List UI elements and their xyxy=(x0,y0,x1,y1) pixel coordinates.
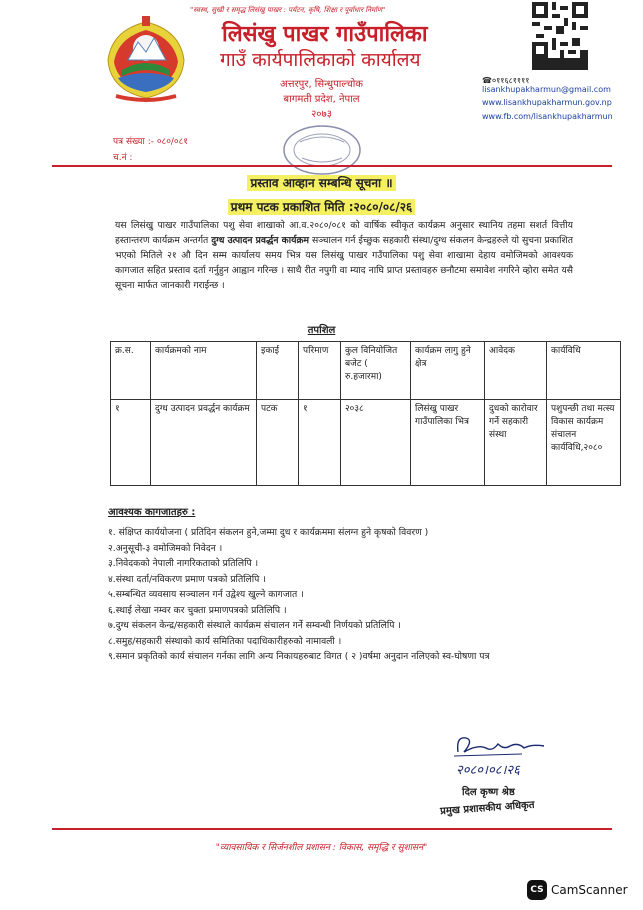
col-header-area: कार्यक्रम लागु हुने क्षेत्र xyxy=(411,342,485,400)
list-item: १. संक्षिप्त कार्ययोजना ( प्रतिदिन संकलन हुने,जम्मा दुध र कार्यक्रममा संलग्न हुने कृषको विवरण ) xyxy=(108,527,429,538)
cell-budget: २०३८ xyxy=(341,400,411,486)
cell-program: दुग्ध उत्पादन प्रवर्द्धन कार्यक्रम xyxy=(151,400,257,486)
website-link[interactable]: www.lisankhupakharmun.gov.np xyxy=(482,98,612,107)
col-header-applicant: आवेदक xyxy=(485,342,547,400)
office-title-secondary: गाउँ कार्यपालिकाको कार्यालय xyxy=(220,49,421,71)
cell-procedure: पशुपन्छी तथा मत्स्य विकास कार्यक्रम संचालन कार्यविधि,२०८० xyxy=(547,400,621,486)
list-item: ८.समुह/सहकारी संस्थाको कार्य समितिका पदाधिकारीहरुको नामावली । xyxy=(108,635,342,647)
header-motto: "स्वस्थ, सुखी र समृद्ध लिसंखु पाखर : पर्यटन, कृषि, शिक्षा र पूर्वाधार निर्माण" xyxy=(190,6,386,14)
notice-body xyxy=(115,218,573,293)
details-table xyxy=(110,341,621,486)
col-header-procedure: कार्यविधि xyxy=(547,342,621,400)
camscanner-watermark xyxy=(527,879,640,901)
office-seal-stamp xyxy=(270,120,374,176)
qr-code xyxy=(532,2,588,58)
camscanner-logo-icon: CS xyxy=(527,880,547,900)
cell-sn: १ xyxy=(111,400,151,486)
cell-applicant: दुधको कारोवार गर्ने सहकारी संस्था xyxy=(485,400,547,486)
documents-list xyxy=(108,525,578,665)
email-address[interactable]: lisankhupakharmun@gmail.com xyxy=(482,85,611,94)
established-year: २०७३ xyxy=(311,109,332,120)
cell-quantity: १ xyxy=(299,400,341,486)
list-item: ६.स्थाई लेखा नम्वर कर चुक्ता प्रमाणपत्रको प्रतिलिपि । xyxy=(108,604,287,616)
notice-title-text: प्रस्ताव आव्हान सम्बन्धि सूचना ॥ xyxy=(247,175,395,191)
col-header-quantity: परिमाण xyxy=(299,342,341,400)
address-line-2: बागमती प्रदेश, नेपाल xyxy=(283,94,360,105)
notice-body-program: दुग्ध उत्पादन प्रवर्द्धन कार्यक्रम xyxy=(211,235,309,246)
notice-title xyxy=(0,172,643,191)
address-line-1: अत्तरपुर, सिन्धुपाल्चोक xyxy=(280,79,363,90)
published-date xyxy=(0,196,643,215)
signed-date: २०८०।०८।२६ xyxy=(456,763,520,778)
list-item: ४.संस्था दर्ता/नविकरण प्रमाण पत्रको प्रतिलिपि । xyxy=(108,573,266,585)
published-date-text: प्रथम पटक प्रकाशित मिति :२०८०/०८/२६ xyxy=(228,199,415,215)
notice-body-lead: यस लिसंखु पाखर गाउँपालिका पशु सेवा शाखाको आ.व.२०८०/०८१ को वार्षिक स्वीकृत कार्यक्रम अनुसार स्थानिय तहमा सशर्त वित्तीय हस्तान्तरण कार्यक्रम अन्तर्गत xyxy=(115,220,573,246)
phone-number: ☎०११६८११११ xyxy=(482,76,530,85)
table-caption: तपशिल xyxy=(307,325,336,336)
handwritten-signature xyxy=(452,730,552,760)
list-item: ७.दुग्ध संकलन केन्द्र/सहकारी संस्थाले कार्यक्रम संचालन गर्ने सम्वन्धी निर्णयको प्रतिलिपि । xyxy=(108,620,401,631)
col-header-sn: क्र.स. xyxy=(111,342,151,400)
list-item: ९.समान प्रकृतिको कार्य संचालन गर्नका लागि अन्य निकायहरुबाट विगत ( २ )वर्षमा अनुदान नलिएको स्व-घोषणा पत्र xyxy=(108,651,490,662)
footer-motto: "व्यावसायिक र सिर्जनशील प्रशासन : विकास, समृद्धि र सुशासन" xyxy=(215,843,428,853)
footer-divider xyxy=(52,828,612,830)
dispatch-number: च.नं : xyxy=(113,153,133,163)
signatory-name: दिल कृष्ण श्रेष्ठ xyxy=(462,787,515,798)
table-row xyxy=(111,400,621,486)
camscanner-brand: CamScanner xyxy=(551,883,628,897)
office-title-primary: लिसंखु पाखर गाउँपालिका xyxy=(222,22,428,47)
cell-area: लिसंखु पाखर गाउँपालिका भित्र xyxy=(411,400,485,486)
cell-unit: पटक xyxy=(257,400,299,486)
col-header-unit: इकाई xyxy=(257,342,299,400)
facebook-link[interactable]: www.fb.com/lisankhupakharmun xyxy=(482,112,613,121)
documents-heading: आवश्यक कागजातहरु : xyxy=(108,507,196,518)
signatory-designation: प्रमुख प्रशासकीय अधिकृत xyxy=(439,799,535,818)
col-header-budget: कुल विनियोजित बजेट ( रु.हजारमा) xyxy=(341,342,411,400)
list-item: २.अनुसूची-३ वमोजिमको निवेदन । xyxy=(108,542,223,554)
qr-scan-bar xyxy=(532,58,588,70)
list-item: ३.निवेदकको नेपाली नागरिकताको प्रतिलिपि । xyxy=(108,558,259,569)
table-header-row xyxy=(111,342,621,400)
list-item: ५.सम्बन्धित व्यवसाय सञ्चालन गर्न उद्वेश्य खुल्ने कागजात । xyxy=(108,589,304,600)
col-header-program: कार्यक्रमको नाम xyxy=(151,342,257,400)
notice-body-rest: सञ्चालन गर्न ईच्छुक सहकारी संस्था/दुग्ध संकलन केन्द्रहरुले यो सुचना प्रकाशित भएको मितिले २१ औ दिन सम्म कार्यालय समय भित्र यस लिसंखु पाखर गउँपालिका पशु सेवा शाखामा देहाय वमोजिमको आवश्यक कागजात सहित प्रस्ताव दर्ता गर्नुहुन आह्वान गरिन्छ । साथै रीत नपुगी वा म्याद नाघि प्राप्त प्रस्तावहरु छनौटमा समावेश नगरिने व्होरा समेत यसै सूचना मार्फत जानकारी गराईन्छ । xyxy=(115,235,573,291)
letter-number: पत्र संख्या :- ०८०/०८१ xyxy=(113,137,188,147)
header-divider xyxy=(52,165,612,167)
